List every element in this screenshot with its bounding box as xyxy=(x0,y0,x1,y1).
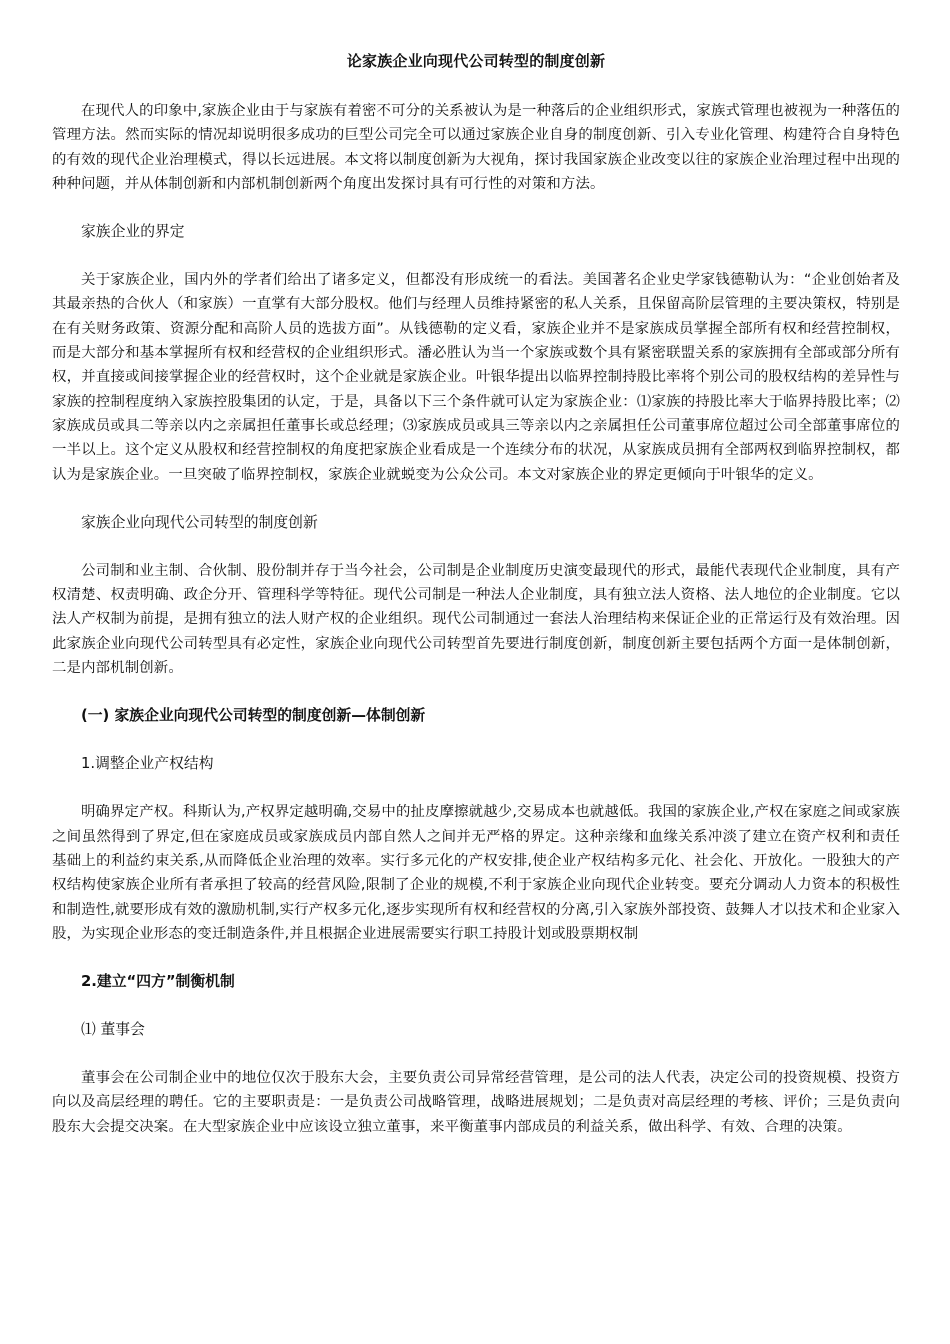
board-of-directors-paragraph: 董事会在公司制企业中的地位仅次于股东大会，主要负责公司异常经营管理，是公司的法人代表，决定公司的投资规模、投资方向以及高层经理的聘任。它的主要职责是：一是负责公司战略管理，战略进展规划；二是负责对高层经理的考核、评价；三是负责向股东大会提交决案。在大型家族企业中应该设立独立董事，来平衡董事内部成员的利益关系，做出科学、有效、合理的决策。 xyxy=(52,1070,900,1135)
item-heading-checks-balances: 2.建立“四方”制衡机制 xyxy=(81,973,235,991)
institutional-innovation-paragraph: 公司制和业主制、合伙制、股份制并存于当今社会，公司制是企业制度历史演变最现代的形式，最能代表现代企业制度，具有产权清楚、权责明确、政企分开、管理科学等特征。现代公司制是一种法人企业制度，具有独立法人资格、法人地位的企业制度。它以法人产权制为前提，是拥有独立的法人财产权的企业组织。现代公司制通过一套法人治理结构来保证企业的正常运行及有效治理。因此家族企业向现代公司转型具有必定性，家族企业向现代公司转型首先要进行制度创新，制度创新主要包括两个方面一是体制创新，二是内部机制创新。 xyxy=(52,562,900,677)
item-heading-property-rights: 1.调整企业产权结构 xyxy=(81,755,214,773)
section-heading-definition: 家族企业的界定 xyxy=(81,223,185,241)
document-title: 论家族企业向现代公司转型的制度创新 xyxy=(346,52,606,70)
subsection-heading-system-innovation: (一) 家族企业向现代公司转型的制度创新—体制创新 xyxy=(81,707,426,725)
section-heading-institutional-innovation: 家族企业向现代公司转型的制度创新 xyxy=(81,513,318,531)
item-heading-board-of-directors: ⑴ 董事会 xyxy=(81,1021,145,1039)
intro-paragraph: 在现代人的印象中,家族企业由于与家族有着密不可分的关系被认为是一种落后的企业组织形式，家族式管理也被视为一种落伍的管理方法。然而实际的情况却说明很多成功的巨型公司完全可以通过家族企业自身的制度创新、引入专业化管理、构建符合自身特色的有效的现代企业治理模式，得以长远进展。本文将以制度创新为大视角，探讨我国家族企业改变以往的家族企业治理过程中出现的种种问题，并从体制创新和内部机制创新两个角度出发探讨具有可行性的对策和方法。 xyxy=(52,103,901,192)
property-rights-paragraph: 明确界定产权。科斯认为,产权界定越明确,交易中的扯皮摩擦就越少,交易成本也就越低。我国的家族企业,产权在家庭之间或家族之间虽然得到了界定,但在家庭成员或家族成员内部自然人之间并无严格的界定。这种亲缘和血缘关系冲淡了建立在资产权利和责任基础上的利益约束关系,从而降低企业治理的效率。实行多元化的产权安排,使企业产权结构多元化、社会化、开放化。一股独大的产权结构使家族企业所有者承担了较高的经营风险,限制了企业的规模,不利于家族企业向现代企业转变。要充分调动人力资本的积极性和制造性,就要形成有效的激励机制,实行产权多元化,逐步实现所有权和经营权的分离,引入家族外部投资、鼓舞人才以技术和企业家入股，为实现企业形态的变迁制造条件,并且根据企业进展需要实行职工持股计划或股票期权制 xyxy=(52,804,900,942)
definition-paragraph: 关于家族企业，国内外的学者们给出了诸多定义，但都没有形成统一的看法。美国著名企业史学家钱德勒认为：“企业创始者及其最亲热的合伙人（和家族）一直掌有大部分股权。他们与经理人员维持紧密的私人关系，且保留高阶层管理的主要决策权，特别是在有关财务政策、资源分配和高阶人员的选拔方面”。从钱德勒的定义看，家族企业并不是家族成员掌握全部所有权和经营控制权，而是大部分和基本掌握所有权和经营权的企业组织形式。潘必胜认为当一个家族或数个具有紧密联盟关系的家族拥有全部或部分所有权，并直接或间接掌握企业的经营权时，这个企业就是家族企业。叶银华提出以临界控制持股比率将个别公司的股权结构的差异性与家族的控制程度纳入家族控股集团的认定，于是，具备以下三个条件就可认定为家族企业：⑴家族的持股比率大于临界持股比率；⑵家族成员或具二等亲以内之亲属担任董事长或总经理；⑶家族成员或具三等亲以内之亲属担任公司董事席位超过公司全部董事席位的一半以上。这个定义从股权和经营控制权的角度把家族企业看成是一个连续分布的状况，从家族成员拥有全部两权到临界控制权，都认为是家族企业。一旦突破了临界控制权，家族企业就蜕变为公众公司。本文对家族企业的界定更倾向于叶银华的定义。 xyxy=(52,272,900,483)
